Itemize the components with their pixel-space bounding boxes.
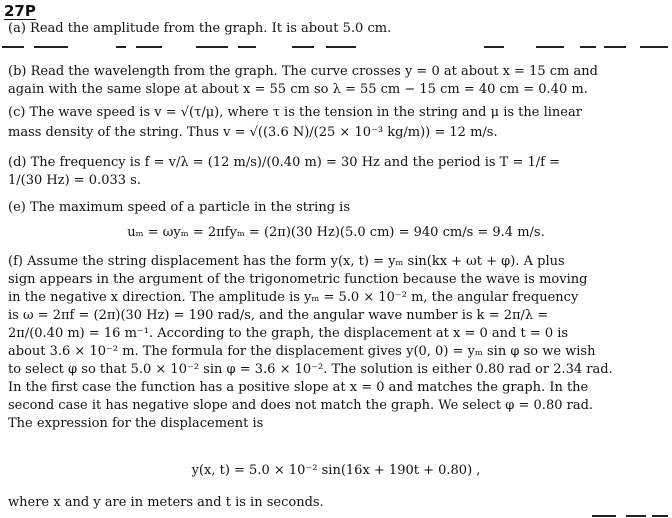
part-f-line-3: in the negative x direction. The amplitude is yₘ = 5.0 × 10⁻² m, the angular frequency xyxy=(8,290,579,305)
problem-number: 27P xyxy=(4,2,36,20)
part-f-line-6: about 3.6 × 10⁻² m. The formula for the displacement gives y(0, 0) = yₘ sin φ so we wish xyxy=(8,344,596,359)
part-f-line-9: second case it has negative slope and does not match the graph. We select φ = 0.80 rad. xyxy=(8,398,594,413)
part-f-line-10: The expression for the displacement is xyxy=(8,416,264,431)
part-a-line-1: (a) Read the amplitude from the graph. It is about 5.0 cm. xyxy=(8,21,392,36)
part-c-line-2: mass density of the string. Thus v = √((3.6 N)/(25 × 10⁻³ kg/m)) = 12 m/s. xyxy=(8,125,498,140)
part-b-line-2: again with the same slope at about x = 55 cm so λ = 55 cm − 15 cm = 40 cm = 0.40 m. xyxy=(8,82,588,97)
part-f-line-8: In the first case the function has a positive slope at x = 0 and matches the graph. In the xyxy=(8,380,589,395)
part-f-line-2: sign appears in the argument of the trigonometric function because the wave is moving xyxy=(8,272,588,287)
part-d-line-2: 1/(30 Hz) = 0.033 s. xyxy=(8,173,141,188)
bottom-dashes xyxy=(0,515,672,517)
part-f-equation: y(x, t) = 5.0 × 10⁻² sin(16x + 190t + 0.80) , xyxy=(191,463,481,478)
part-f-line-4: is ω = 2πf = (2π)(30 Hz) = 190 rad/s, and the angular wave number is k = 2π/λ = xyxy=(8,308,549,323)
part-c-line-1: (c) The wave speed is v = √(τ/μ), where τ is the tension in the string and μ is the linear xyxy=(8,105,582,120)
part-e-equation: uₘ = ωyₘ = 2πfyₘ = (2π)(30 Hz)(5.0 cm) = 940 cm/s = 9.4 m/s. xyxy=(127,225,545,240)
part-f-line-1: (f) Assume the string displacement has the form y(x, t) = yₘ sin(kx + ωt + φ). A plus xyxy=(8,254,565,269)
part-e-line-1: (e) The maximum speed of a particle in the string is xyxy=(8,200,350,215)
part-b-line-1: (b) Read the wavelength from the graph. The curve crosses y = 0 at about x = 15 cm and xyxy=(8,64,598,79)
separator-dashes xyxy=(0,46,672,48)
part-d-line-1: (d) The frequency is f = v/λ = (12 m/s)/(0.40 m) = 30 Hz and the period is T = 1/f = xyxy=(8,155,560,170)
part-f-line-12: where x and y are in meters and t is in seconds. xyxy=(8,495,324,510)
part-f-line-5: 2π/(0.40 m) = 16 m⁻¹. According to the graph, the displacement at x = 0 and t = 0 is xyxy=(8,326,569,341)
part-f-line-7: to select φ so that 5.0 × 10⁻² sin φ = 3.6 × 10⁻². The solution is either 0.80 rad or 2.34 rad. xyxy=(8,362,613,377)
